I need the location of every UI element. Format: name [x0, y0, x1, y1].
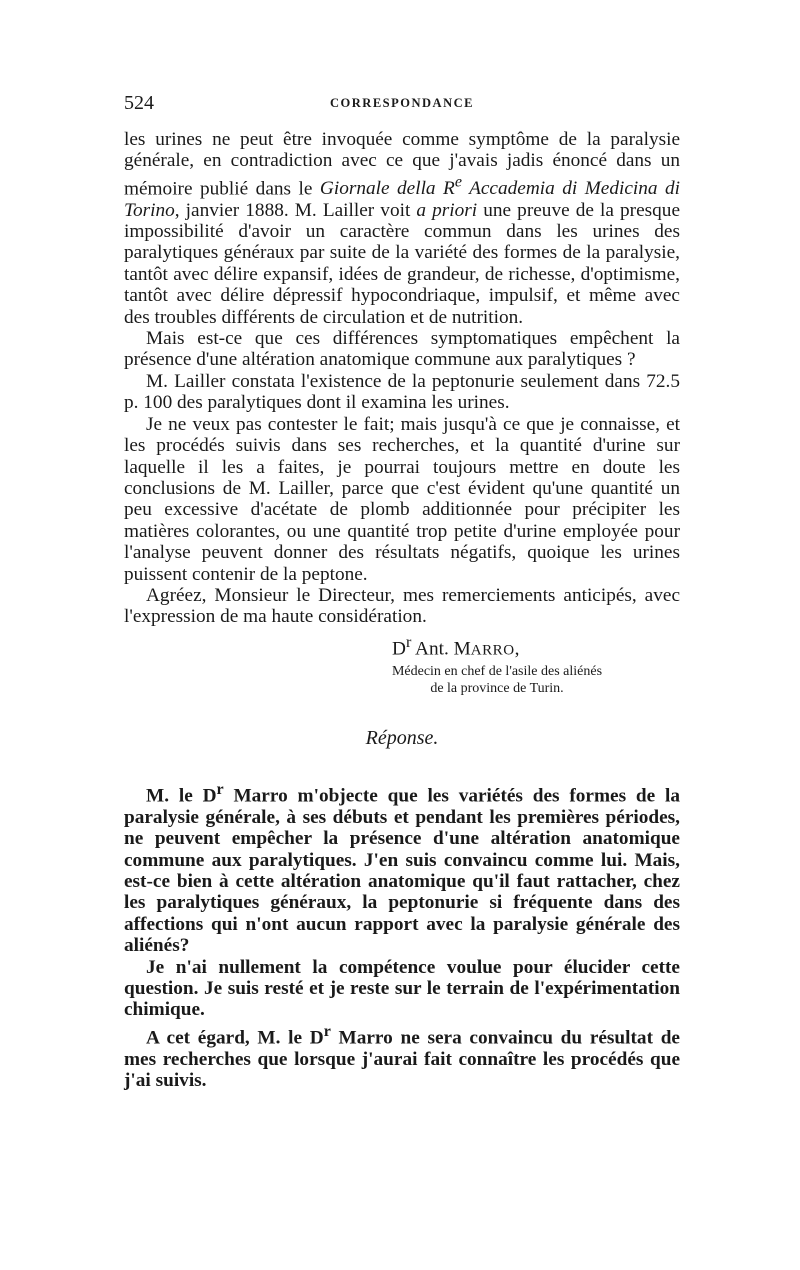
letter-paragraph-3: M. Lailler constata l'existence de la peptonurie seulement dans 72.5 p. 100 des paralytiques dont il examina les urines. — [124, 370, 680, 414]
page-header — [124, 92, 680, 116]
journal-title: Giornale della $R^e$ Accademia di Medicina di Torino — [124, 173, 681, 221]
page-number: 524 — [124, 92, 154, 114]
reponse-paragraph-2: Je n'ai nullement la compétence voulue pour élucider cette question. Je suis resté et je reste sur le terrain de l'expérimentation chimique. — [124, 956, 680, 1021]
reponse-paragraph-3: A cet égard, M. le $D^r$ Marro ne sera convaincu du résultat de mes recherches que lorsque j'aurai fait connaître les procédés que j'ai suivis. — [124, 1022, 680, 1092]
signature-name: $D^r$ Ant. MARRO, — [392, 633, 520, 660]
running-title: CORRESPONDANCE — [330, 96, 474, 110]
signature-title: Médecin en chef de l'asile des aliénés de la province de Turin. — [391, 663, 603, 696]
letter-paragraph-2: Mais est-ce que ces différences symptomatiques empêchent la présence d'une altération anatomique commune aux paralytiques ? — [124, 328, 680, 371]
reponse-heading: Réponse. — [365, 726, 439, 749]
letter-paragraph-5: Agréez, Monsieur le Directeur, mes remerciements anticipés, avec l'expression de ma haute considération. — [124, 584, 680, 628]
letter-paragraph-1: les urines ne peut être invoquée comme symptôme de la paralysie générale, en contradiction avec ce que j'avais jadis énoncé dans un mémoire publié dans le Giornale della $R^e$ Accademia di Medicina di Torino, janvier 1888. M. Lailler voit a priori une preuve de la presque impossibilité d'avoir un caractère commun dans les urines des paralytiques généraux par suite de la variété des formes de la paralysie, tantôt avec délire expansif, idées de grandeur, de richesse, d'optimisme, tantôt avec délire dépressif hypocondriaque, impulsif, et même avec des troubles différents de circulation et de nutrition. — [124, 129, 681, 328]
reponse-paragraph-1: M. le $D^r$ Marro m'objecte que les variétés des formes de la paralysie générale, à ses débuts et pendant les premières périodes, ne peuvent empêcher la présence d'une altération anatomique commune aux paralytiques. J'en suis convaincu comme lui. Mais, est-ce bien à cette altération anatomique qu'il faut rattacher, chez les paralytiques généraux, la peptonurie si fréquente dans des affections qui n'ont aucun rapport avec la paralysie générale des aliénés? — [124, 781, 680, 957]
body-text — [124, 129, 680, 1092]
letter-paragraph-4: Je ne veux pas contester le fait; mais jusqu'à ce que je connaisse, et les procédés suivis dans ses recherches, et la quantité d'urine sur laquelle il les a faites, je pourrai toujours mettre en doute les conclusions de M. Lailler, parce que c'est évident qu'une quantité un peu excessive d'acétate de plomb additionnée pour précipiter les matières colorantes, ou une quantité trop petite d'urine employée pour l'analyse peuvent donner des résultats négatifs, quoique les urines puissent contenir de la peptone. — [124, 413, 680, 585]
